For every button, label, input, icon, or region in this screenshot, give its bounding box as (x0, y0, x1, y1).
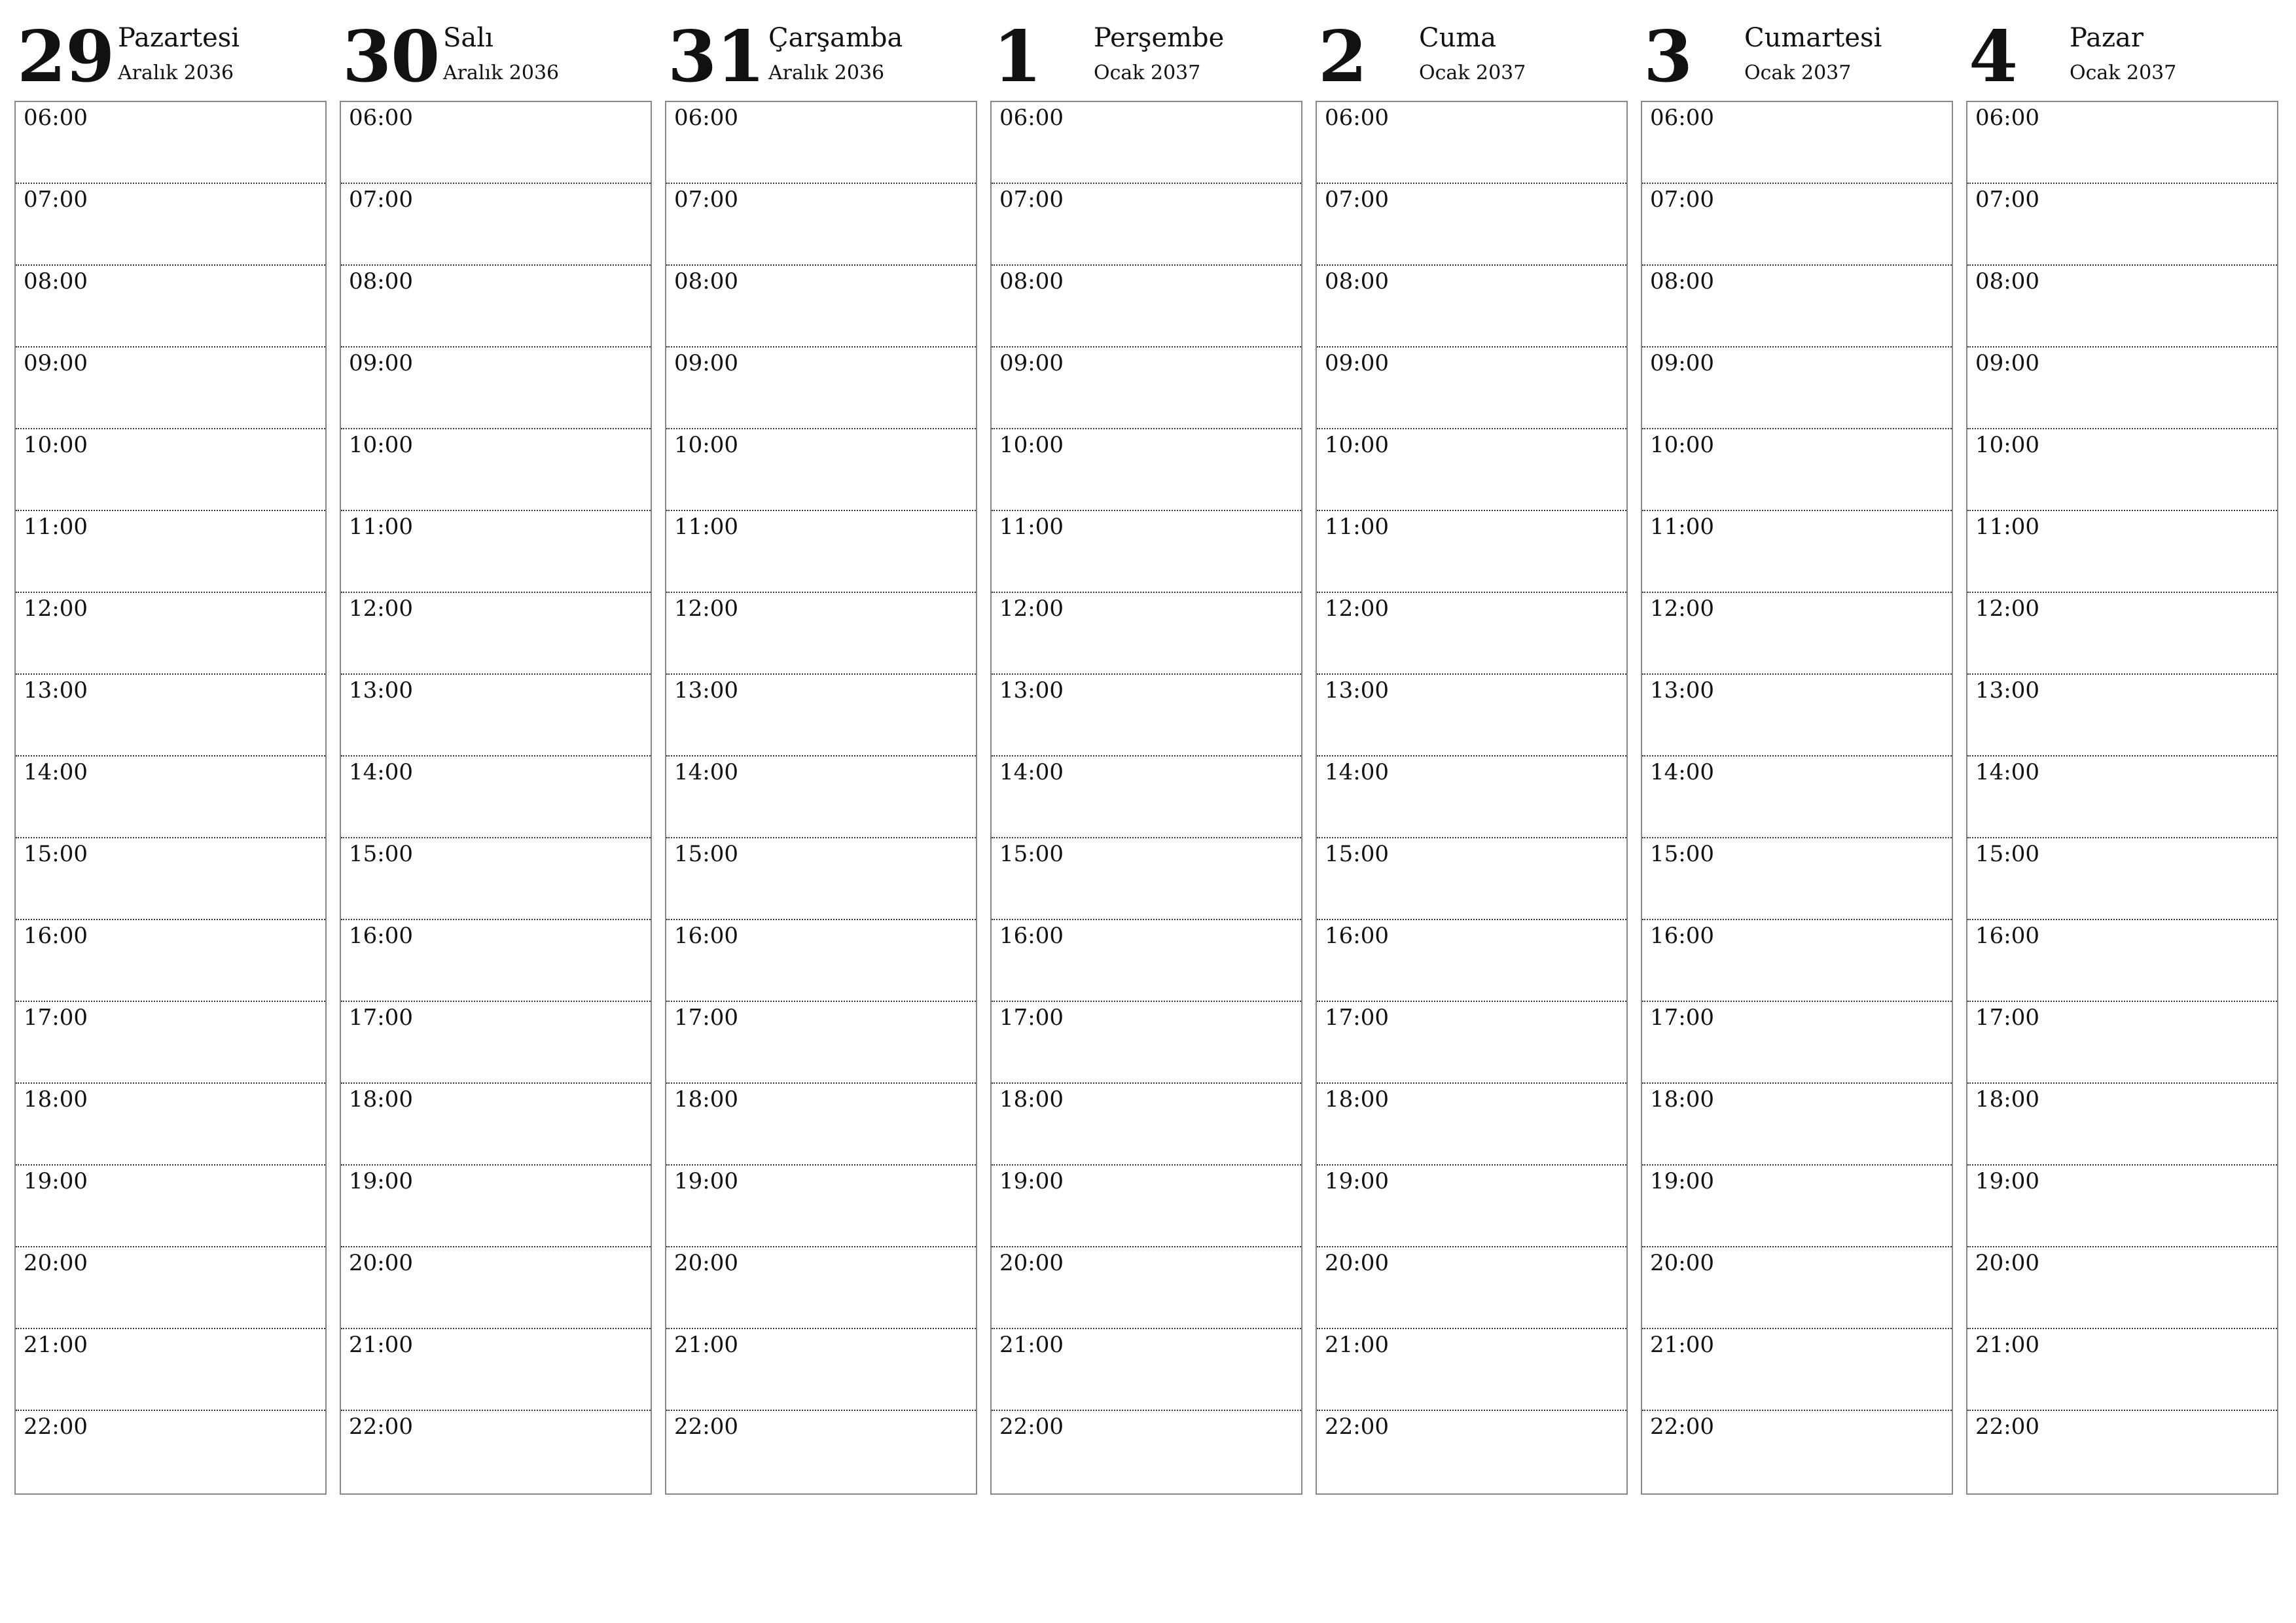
hour-slot[interactable] (1317, 348, 1626, 429)
hour-slot[interactable] (992, 184, 1301, 266)
hour-label: 14:00 (674, 759, 738, 785)
hour-slot[interactable] (341, 1329, 651, 1411)
hour-slot[interactable] (666, 184, 976, 266)
hour-slot[interactable] (992, 102, 1301, 184)
hour-label: 14:00 (1325, 759, 1389, 785)
hour-label: 11:00 (999, 514, 1064, 540)
day-name: Cuma (1419, 23, 1497, 53)
hour-slot[interactable] (16, 1002, 325, 1084)
hour-slot[interactable] (992, 838, 1301, 920)
hour-slot[interactable] (341, 348, 651, 429)
hour-label: 06:00 (1325, 105, 1389, 131)
hour-slot[interactable] (992, 1084, 1301, 1166)
hour-label: 18:00 (999, 1086, 1064, 1113)
hour-label: 20:00 (674, 1250, 738, 1276)
hour-slot[interactable] (341, 429, 651, 511)
hour-slot[interactable] (666, 675, 976, 757)
hour-label: 09:00 (349, 350, 413, 376)
hour-slot[interactable] (666, 1166, 976, 1247)
hour-label: 15:00 (24, 841, 88, 867)
hour-slots-box (1641, 101, 1953, 1495)
hour-label: 06:00 (999, 105, 1064, 131)
hour-label: 18:00 (349, 1086, 413, 1113)
hour-slot[interactable] (992, 348, 1301, 429)
hour-label: 15:00 (1650, 841, 1714, 867)
day-header (990, 0, 1302, 98)
hour-label: 09:00 (999, 350, 1064, 376)
hour-slot[interactable] (1317, 511, 1626, 593)
hour-slot[interactable] (1967, 1411, 2277, 1493)
hour-label: 11:00 (1325, 514, 1389, 540)
hour-label: 08:00 (1650, 268, 1714, 294)
hour-label: 16:00 (674, 923, 738, 949)
hour-label: 19:00 (349, 1168, 413, 1194)
day-number: 3 (1643, 16, 1693, 98)
hour-slot[interactable] (16, 675, 325, 757)
hour-slot[interactable] (1967, 1002, 2277, 1084)
hour-label: 22:00 (1325, 1414, 1389, 1440)
hour-slot[interactable] (1317, 757, 1626, 838)
hour-slot[interactable] (1642, 266, 1952, 348)
hour-label: 13:00 (1325, 677, 1389, 704)
hour-label: 20:00 (1975, 1250, 2039, 1276)
hour-slot[interactable] (1642, 838, 1952, 920)
hour-label: 21:00 (349, 1332, 413, 1358)
hour-slot[interactable] (16, 757, 325, 838)
hour-slot[interactable] (666, 757, 976, 838)
day-number: 4 (1969, 16, 2018, 98)
hour-label: 11:00 (1975, 514, 2039, 540)
month-year: Aralık 2036 (443, 62, 560, 84)
hour-slot[interactable] (341, 1166, 651, 1247)
hour-label: 19:00 (1325, 1168, 1389, 1194)
hour-slot[interactable] (1317, 1247, 1626, 1329)
hour-slot[interactable] (1967, 429, 2277, 511)
hour-label: 07:00 (1650, 187, 1714, 213)
hour-slots-box (665, 101, 977, 1495)
hour-label: 09:00 (1650, 350, 1714, 376)
hour-slot[interactable] (1317, 838, 1626, 920)
hour-label: 22:00 (1650, 1414, 1714, 1440)
hour-slot[interactable] (992, 1002, 1301, 1084)
hour-label: 06:00 (674, 105, 738, 131)
day-column (1966, 0, 2278, 1505)
hour-slot[interactable] (16, 1247, 325, 1329)
hour-slot[interactable] (1642, 1084, 1952, 1166)
hour-label: 14:00 (1650, 759, 1714, 785)
hour-label: 16:00 (349, 923, 413, 949)
hour-label: 18:00 (1650, 1086, 1714, 1113)
hour-label: 20:00 (1325, 1250, 1389, 1276)
month-year: Ocak 2037 (1419, 62, 1526, 84)
day-header (14, 0, 327, 98)
hour-slot[interactable] (16, 348, 325, 429)
hour-slot[interactable] (1317, 429, 1626, 511)
hour-label: 19:00 (24, 1168, 88, 1194)
hour-slot[interactable] (1967, 511, 2277, 593)
hour-slot[interactable] (16, 102, 325, 184)
hour-label: 12:00 (1325, 596, 1389, 622)
hour-label: 22:00 (349, 1414, 413, 1440)
hour-slot[interactable] (1317, 593, 1626, 675)
day-column (990, 0, 1302, 1505)
hour-slot[interactable] (1642, 348, 1952, 429)
hour-label: 12:00 (24, 596, 88, 622)
hour-label: 10:00 (349, 432, 413, 458)
hour-slot[interactable] (341, 184, 651, 266)
hour-slot[interactable] (341, 1084, 651, 1166)
hour-slot[interactable] (16, 1411, 325, 1493)
hour-label: 14:00 (1975, 759, 2039, 785)
hour-slot[interactable] (992, 1166, 1301, 1247)
hour-label: 18:00 (1325, 1086, 1389, 1113)
day-header (665, 0, 977, 98)
hour-label: 21:00 (1325, 1332, 1389, 1358)
hour-slot[interactable] (1967, 102, 2277, 184)
hour-slots-box (340, 101, 652, 1495)
hour-label: 06:00 (1650, 105, 1714, 131)
hour-label: 16:00 (1650, 923, 1714, 949)
hour-slot[interactable] (1967, 920, 2277, 1002)
hour-label: 08:00 (1325, 268, 1389, 294)
hour-label: 12:00 (1650, 596, 1714, 622)
hour-slot[interactable] (341, 757, 651, 838)
hour-label: 22:00 (999, 1414, 1064, 1440)
hour-label: 15:00 (674, 841, 738, 867)
hour-label: 21:00 (1650, 1332, 1714, 1358)
month-year: Ocak 2037 (1744, 62, 1852, 84)
hour-label: 07:00 (1325, 187, 1389, 213)
hour-label: 08:00 (999, 268, 1064, 294)
hour-label: 12:00 (1975, 596, 2039, 622)
hour-slot[interactable] (992, 429, 1301, 511)
day-header (1316, 0, 1628, 98)
hour-label: 22:00 (24, 1414, 88, 1440)
day-name: Pazartesi (118, 23, 240, 53)
hour-slot[interactable] (1642, 511, 1952, 593)
hour-slot[interactable] (666, 1002, 976, 1084)
hour-label: 20:00 (1650, 1250, 1714, 1276)
day-name: Perşembe (1094, 23, 1225, 53)
hour-slot[interactable] (1642, 184, 1952, 266)
hour-slot[interactable] (1317, 1166, 1626, 1247)
hour-slot[interactable] (1642, 675, 1952, 757)
hour-label: 11:00 (24, 514, 88, 540)
hour-label: 21:00 (674, 1332, 738, 1358)
hour-slot[interactable] (1967, 675, 2277, 757)
hour-label: 09:00 (1975, 350, 2039, 376)
hour-slot[interactable] (16, 511, 325, 593)
hour-slot[interactable] (1317, 1084, 1626, 1166)
hour-slot[interactable] (992, 593, 1301, 675)
hour-slot[interactable] (1967, 1329, 2277, 1411)
hour-slot[interactable] (1967, 757, 2277, 838)
month-year: Ocak 2037 (2070, 62, 2177, 84)
hour-label: 14:00 (999, 759, 1064, 785)
hour-label: 09:00 (1325, 350, 1389, 376)
hour-slot[interactable] (341, 266, 651, 348)
hour-slot[interactable] (16, 593, 325, 675)
hour-slot[interactable] (1642, 102, 1952, 184)
hour-slot[interactable] (16, 266, 325, 348)
day-header (340, 0, 652, 98)
hour-slot[interactable] (992, 675, 1301, 757)
hour-slot[interactable] (666, 429, 976, 511)
hour-label: 08:00 (349, 268, 413, 294)
day-column (1641, 0, 1953, 1505)
hour-slot[interactable] (992, 1411, 1301, 1493)
month-year: Ocak 2037 (1094, 62, 1201, 84)
day-column (14, 0, 327, 1505)
hour-label: 08:00 (24, 268, 88, 294)
hour-label: 19:00 (1650, 1168, 1714, 1194)
hour-slot[interactable] (1317, 1411, 1626, 1493)
hour-label: 18:00 (674, 1086, 738, 1113)
hour-label: 07:00 (349, 187, 413, 213)
hour-slot[interactable] (341, 838, 651, 920)
hour-slot[interactable] (1642, 757, 1952, 838)
hour-slot[interactable] (992, 1329, 1301, 1411)
day-column (340, 0, 652, 1505)
hour-label: 11:00 (674, 514, 738, 540)
hour-slot[interactable] (1317, 266, 1626, 348)
hour-label: 17:00 (1325, 1005, 1389, 1031)
hour-slot[interactable] (1642, 920, 1952, 1002)
hour-label: 22:00 (1975, 1414, 2039, 1440)
hour-label: 16:00 (1325, 923, 1389, 949)
hour-slot[interactable] (341, 102, 651, 184)
hour-slots-box (1316, 101, 1628, 1495)
hour-label: 06:00 (24, 105, 88, 131)
hour-slot[interactable] (992, 757, 1301, 838)
hour-slot[interactable] (1317, 675, 1626, 757)
hour-slot[interactable] (16, 429, 325, 511)
hour-slot[interactable] (1642, 1247, 1952, 1329)
month-year: Aralık 2036 (118, 62, 234, 84)
hour-slot[interactable] (1317, 102, 1626, 184)
hour-label: 19:00 (999, 1168, 1064, 1194)
day-column (665, 0, 977, 1505)
hour-label: 20:00 (999, 1250, 1064, 1276)
hour-slot[interactable] (1967, 1247, 2277, 1329)
hour-slot[interactable] (1967, 838, 2277, 920)
day-name: Pazar (2070, 23, 2144, 53)
hour-label: 13:00 (1975, 677, 2039, 704)
hour-slot[interactable] (992, 1247, 1301, 1329)
hour-label: 07:00 (999, 187, 1064, 213)
hour-slot[interactable] (1317, 920, 1626, 1002)
hour-label: 17:00 (674, 1005, 738, 1031)
hour-label: 12:00 (999, 596, 1064, 622)
hour-label: 17:00 (1975, 1005, 2039, 1031)
hour-slots-box (1966, 101, 2278, 1495)
hour-slot[interactable] (1642, 1411, 1952, 1493)
hour-label: 10:00 (24, 432, 88, 458)
weekly-planner (14, 0, 2292, 1505)
hour-label: 12:00 (349, 596, 413, 622)
hour-label: 08:00 (1975, 268, 2039, 294)
hour-slot[interactable] (666, 348, 976, 429)
hour-label: 18:00 (24, 1086, 88, 1113)
day-header (1966, 0, 2278, 98)
day-header (1641, 0, 1953, 98)
hour-label: 12:00 (674, 596, 738, 622)
hour-label: 15:00 (999, 841, 1064, 867)
hour-label: 13:00 (349, 677, 413, 704)
hour-slot[interactable] (1317, 1002, 1626, 1084)
hour-slot[interactable] (666, 102, 976, 184)
hour-slot[interactable] (1967, 593, 2277, 675)
day-number: 30 (342, 16, 440, 98)
hour-label: 07:00 (24, 187, 88, 213)
hour-slot[interactable] (1967, 348, 2277, 429)
hour-slot[interactable] (16, 838, 325, 920)
day-name: Cumartesi (1744, 23, 1882, 53)
hour-slots-box (14, 101, 327, 1495)
hour-slot[interactable] (341, 1247, 651, 1329)
hour-slot[interactable] (341, 675, 651, 757)
hour-label: 13:00 (674, 677, 738, 704)
hour-slot[interactable] (341, 593, 651, 675)
hour-label: 07:00 (1975, 187, 2039, 213)
hour-label: 11:00 (1650, 514, 1714, 540)
day-number: 1 (993, 16, 1042, 98)
hour-slot[interactable] (1967, 1084, 2277, 1166)
hour-label: 16:00 (24, 923, 88, 949)
hour-label: 19:00 (1975, 1168, 2039, 1194)
day-number: 29 (17, 16, 115, 98)
hour-label: 18:00 (1975, 1086, 2039, 1113)
day-name: Çarşamba (768, 23, 903, 53)
day-number: 2 (1318, 16, 1367, 98)
hour-slot[interactable] (16, 184, 325, 266)
hour-slot[interactable] (1317, 1329, 1626, 1411)
hour-label: 10:00 (1975, 432, 2039, 458)
hour-label: 10:00 (999, 432, 1064, 458)
day-column (1316, 0, 1628, 1505)
hour-slot[interactable] (1967, 1166, 2277, 1247)
hour-slots-box (990, 101, 1302, 1495)
hour-label: 20:00 (349, 1250, 413, 1276)
hour-slot[interactable] (16, 920, 325, 1002)
hour-slot[interactable] (1642, 1002, 1952, 1084)
hour-label: 21:00 (1975, 1332, 2039, 1358)
hour-label: 17:00 (349, 1005, 413, 1031)
hour-label: 21:00 (24, 1332, 88, 1358)
hour-slot[interactable] (666, 1329, 976, 1411)
hour-slot[interactable] (666, 1411, 976, 1493)
hour-slot[interactable] (1642, 1166, 1952, 1247)
hour-slot[interactable] (992, 511, 1301, 593)
hour-slot[interactable] (666, 1084, 976, 1166)
hour-label: 19:00 (674, 1168, 738, 1194)
month-year: Aralık 2036 (768, 62, 885, 84)
day-name: Salı (443, 23, 493, 53)
hour-label: 21:00 (999, 1332, 1064, 1358)
hour-slot[interactable] (666, 593, 976, 675)
day-number: 31 (668, 16, 765, 98)
hour-slot[interactable] (341, 1002, 651, 1084)
hour-label: 06:00 (1975, 105, 2039, 131)
hour-label: 22:00 (674, 1414, 738, 1440)
hour-label: 14:00 (24, 759, 88, 785)
hour-slot[interactable] (1967, 184, 2277, 266)
hour-label: 13:00 (24, 677, 88, 704)
hour-label: 10:00 (1325, 432, 1389, 458)
hour-slot[interactable] (341, 511, 651, 593)
hour-slot[interactable] (1642, 593, 1952, 675)
hour-slot[interactable] (16, 1084, 325, 1166)
hour-label: 15:00 (349, 841, 413, 867)
hour-label: 10:00 (1650, 432, 1714, 458)
hour-slot[interactable] (341, 1411, 651, 1493)
hour-slot[interactable] (992, 266, 1301, 348)
hour-slot[interactable] (16, 1166, 325, 1247)
hour-label: 11:00 (349, 514, 413, 540)
hour-slot[interactable] (666, 920, 976, 1002)
hour-label: 09:00 (24, 350, 88, 376)
hour-label: 15:00 (1325, 841, 1389, 867)
hour-label: 13:00 (999, 677, 1064, 704)
hour-slot[interactable] (341, 920, 651, 1002)
hour-slot[interactable] (666, 511, 976, 593)
hour-slot[interactable] (666, 266, 976, 348)
hour-label: 17:00 (999, 1005, 1064, 1031)
hour-slot[interactable] (666, 1247, 976, 1329)
hour-slot[interactable] (1642, 1329, 1952, 1411)
hour-label: 13:00 (1650, 677, 1714, 704)
hour-slot[interactable] (1967, 266, 2277, 348)
hour-label: 06:00 (349, 105, 413, 131)
hour-label: 17:00 (24, 1005, 88, 1031)
hour-slot[interactable] (1317, 184, 1626, 266)
hour-label: 08:00 (674, 268, 738, 294)
hour-label: 16:00 (1975, 923, 2039, 949)
hour-label: 09:00 (674, 350, 738, 376)
hour-label: 20:00 (24, 1250, 88, 1276)
hour-label: 15:00 (1975, 841, 2039, 867)
hour-slot[interactable] (1642, 429, 1952, 511)
hour-label: 07:00 (674, 187, 738, 213)
hour-slot[interactable] (16, 1329, 325, 1411)
hour-slot[interactable] (666, 838, 976, 920)
hour-label: 14:00 (349, 759, 413, 785)
hour-label: 16:00 (999, 923, 1064, 949)
hour-slot[interactable] (992, 920, 1301, 1002)
hour-label: 10:00 (674, 432, 738, 458)
hour-label: 17:00 (1650, 1005, 1714, 1031)
